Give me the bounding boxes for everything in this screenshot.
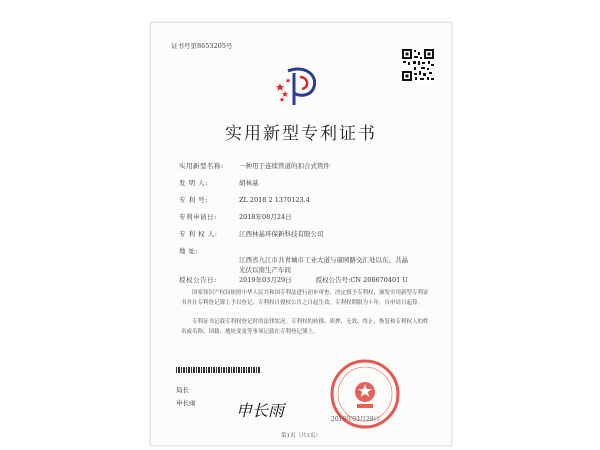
field-value: 一种用于连续管道的扣合式管件 xyxy=(239,162,330,170)
field-row-patent-number xyxy=(179,195,310,204)
field-row-address xyxy=(179,246,239,255)
field-label: 实用新型名称: xyxy=(179,162,224,170)
certificate-number: 证书号第8653205号 xyxy=(171,42,233,50)
field-label: 专利申请日: xyxy=(179,213,217,221)
qr-code-icon xyxy=(401,48,435,82)
certificate-paragraph-2: 专利证书记载专利权登记时的法律状况。专利权的转移、质押、无效、终止、恢复和专利权人的姓名或名称、国籍、地址变更等事项记载在专利登记簿上。 xyxy=(181,319,429,335)
authorization-date-label: 授权公告日: xyxy=(179,276,217,284)
bureau-title: 局长 xyxy=(176,386,189,394)
field-label: 发 明 人: xyxy=(179,179,208,187)
authorization-number: CN 208670401 U xyxy=(350,276,408,284)
certificate-paragraph-1: 国家知识产权局依照中华人民共和国专利法进行初步审查，决定授予专利权，颁发实用新型专利证书并在专利登记簿上予以登记。专利权自授权公告之日起生效。专利权期限为十年，自申请日起算。 xyxy=(181,290,429,306)
authorization-row xyxy=(179,275,408,284)
field-value: 胡林基 xyxy=(239,179,259,187)
authorization-date: 2019年03月29日 xyxy=(239,276,292,284)
field-label: 专 利 权 人: xyxy=(179,230,218,238)
address-value: 江西省九江市共青城市工业大道与康园路交汇处以东、共晶光伏以南生产车间 xyxy=(239,256,408,274)
barcode-icon xyxy=(176,367,261,373)
field-label: 地 址: xyxy=(179,247,199,255)
director-signature: 申长雨 xyxy=(236,401,285,420)
field-row-inventor xyxy=(179,178,259,187)
authorization-number-label: 授权公告号: xyxy=(315,276,351,284)
field-label: 专 利 号: xyxy=(179,196,208,204)
patent-certificate xyxy=(150,22,452,446)
field-value: 2018年08月24日 xyxy=(239,213,292,221)
field-value: ZL 2018 2 1370123.4 xyxy=(239,196,310,204)
bureau-name: 申长雨 xyxy=(176,399,196,407)
field-row-utility-name xyxy=(179,161,330,170)
field-row-application-date xyxy=(179,212,292,221)
field-value: 江西林基环保新科技有限公司 xyxy=(239,230,324,238)
field-row-patentee xyxy=(179,229,324,238)
seal-date: 2019年03月29日 xyxy=(331,416,380,423)
certificate-title: 实用新型专利证书 xyxy=(225,124,377,144)
page-footer: 第1页（共1页） xyxy=(281,433,321,439)
patent-office-emblem-icon xyxy=(274,63,322,109)
